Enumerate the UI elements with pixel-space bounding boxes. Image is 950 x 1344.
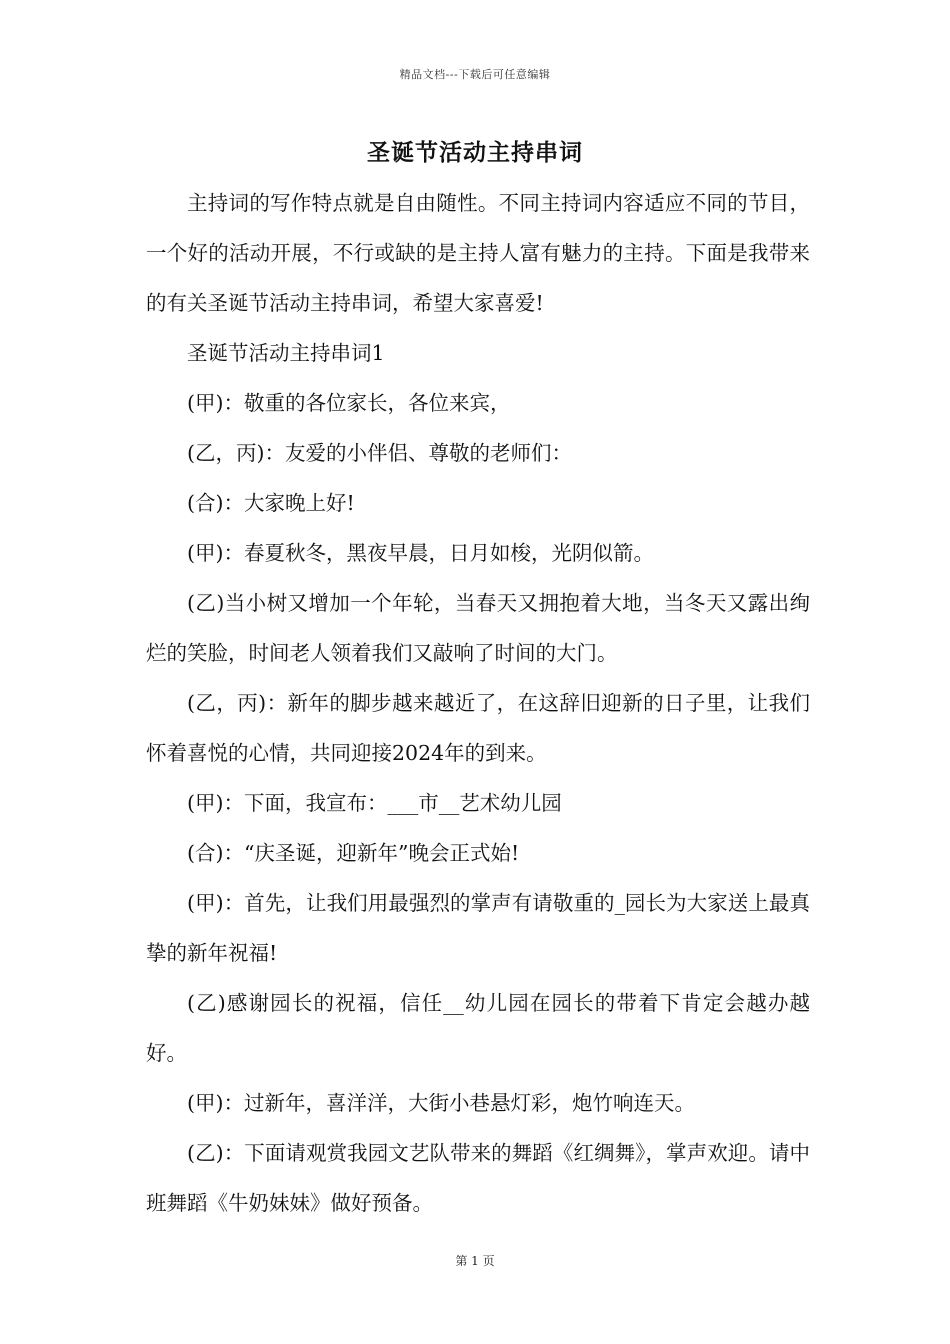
paragraph: (合)：大家晚上好! <box>187 491 355 515</box>
page-number: 第 1 页 <box>455 1254 495 1268</box>
paragraph: (甲)：首先，让我们用最强烈的掌声有请敬重的_园长为大家送上最真挚的新年祝福! <box>146 891 810 965</box>
header-note: 精品文档---下载后可任意编辑 <box>399 68 551 81</box>
document-body <box>146 178 810 1228</box>
paragraph: (乙)感谢园长的祝福，信任__幼儿园在园长的带着下肯定会越办越好。 <box>146 991 810 1065</box>
paragraph: (甲)：春夏秋冬，黑夜早晨，日月如梭，光阴似箭。 <box>187 541 654 565</box>
paragraph: (合)：“庆圣诞，迎新年”晚会正式始! <box>187 841 520 865</box>
paragraph: (乙，丙)：友爱的小伴侣、尊敬的老师们： <box>187 441 572 465</box>
paragraph: (甲)：过新年，喜洋洋，大街小巷悬灯彩，炮竹响连天。 <box>187 1091 695 1115</box>
paragraph: (乙，丙)：新年的脚步越来越近了，在这辞旧迎新的日子里，让我们怀着喜悦的心情，共同迎接2024年的到来。 <box>146 691 810 765</box>
document-title: 圣诞节活动主持串词 <box>367 139 583 166</box>
paragraph: (乙)当小树又增加一个年轮，当春天又拥抱着大地，当冬天又露出绚烂的笑脸，时间老人领着我们又敲响了时间的大门。 <box>146 591 810 665</box>
paragraph: (甲)：下面，我宣布：___市__艺术幼儿园 <box>187 791 562 815</box>
paragraph: 主持词的写作特点就是自由随性。不同主持词内容适应不同的节目，一个好的活动开展，不行或缺的是主持人富有魅力的主持。下面是我带来的有关圣诞节活动主持串词，希望大家喜爱! <box>146 191 810 315</box>
paragraph: (乙)：下面请观赏我园文艺队带来的舞蹈《红绸舞》，掌声欢迎。请中班舞蹈《牛奶妹妹》做好预备。 <box>146 1141 810 1215</box>
paragraph: 圣诞节活动主持串词1 <box>187 341 385 365</box>
paragraph: (甲)：敬重的各位家长，各位来宾， <box>187 391 511 415</box>
